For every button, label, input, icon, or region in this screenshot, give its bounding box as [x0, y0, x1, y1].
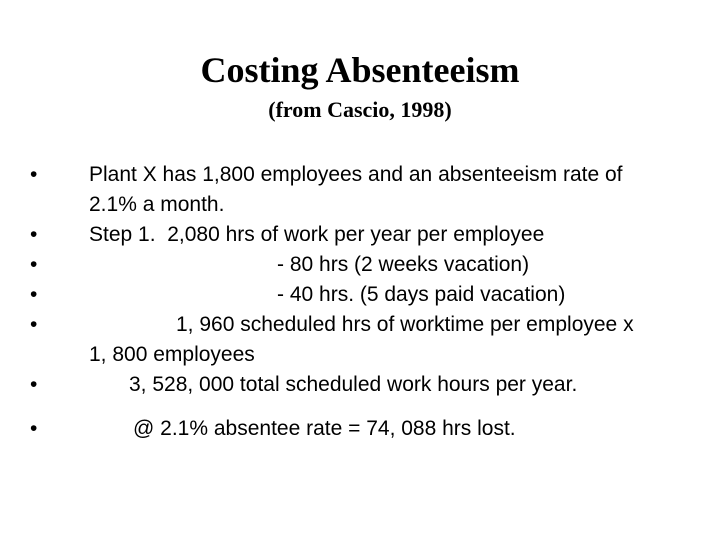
bullet-item-hours-lost — [0, 414, 649, 444]
bullet-text: Plant X has 1,800 employees and an absenteeism rate of 2.1% a month. — [89, 163, 623, 216]
bullet-text: 3, 528, 000 total scheduled work hours per year. — [129, 373, 578, 396]
bullet-list — [0, 160, 720, 444]
bullet-icon: • — [30, 163, 38, 186]
bullet-item-step1 — [0, 220, 649, 250]
bullet-icon: • — [30, 373, 38, 396]
bullet-icon: • — [30, 313, 38, 336]
bullet-item-vacation — [0, 250, 657, 280]
bullet-text: @ 2.1% absentee rate = 74, 088 hrs lost. — [133, 417, 516, 440]
bullet-item-scheduled-hours — [0, 310, 649, 370]
bullet-icon: • — [30, 283, 38, 306]
bullet-text: - 80 hrs (2 weeks vacation) — [277, 253, 530, 276]
bullet-icon: • — [30, 223, 38, 246]
slide-title: Costing Absenteeism — [200, 50, 520, 90]
bullet-icon: • — [30, 253, 38, 276]
slide-subtitle: (from Cascio, 1998) — [268, 97, 452, 122]
bullet-item-paid-vacation — [0, 280, 657, 310]
bullet-text: 1, 960 scheduled hrs of worktime per employee x 1, 800 employees — [89, 313, 646, 366]
bullet-item-total-hours — [0, 370, 649, 400]
bullet-text: Step 1. 2,080 hrs of work per year per employee — [89, 223, 545, 246]
bullet-item-plant — [0, 160, 649, 220]
bullet-icon: • — [30, 417, 38, 440]
bullet-text: - 40 hrs. (5 days paid vacation) — [277, 283, 566, 306]
